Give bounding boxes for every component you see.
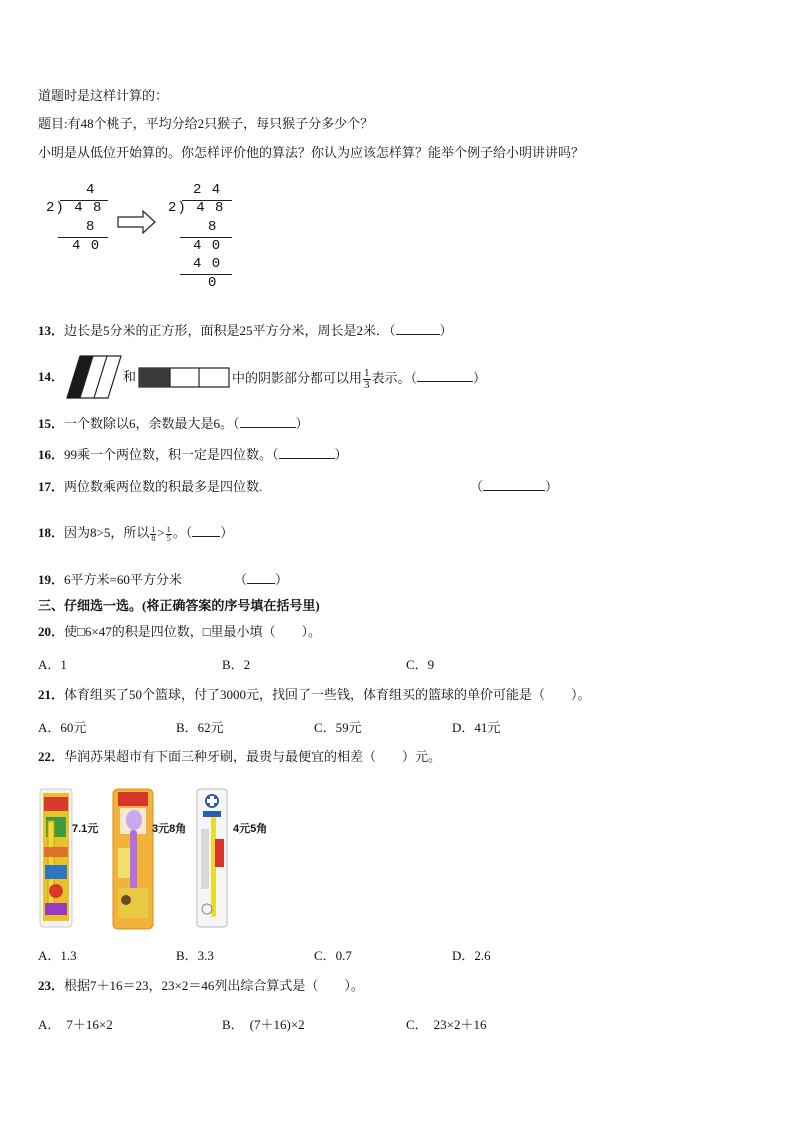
- answer-blank-17[interactable]: [483, 478, 545, 491]
- q23-option-b[interactable]: B． (7＋16)×2: [222, 1017, 305, 1032]
- division-right-step4: 0: [208, 275, 218, 291]
- fraction-one-fifth: $\frac{1}{5}$: [166, 524, 171, 543]
- division-right-step3: 4 0: [193, 256, 222, 272]
- division-right-rule-2: [180, 274, 232, 275]
- q20-option-a[interactable]: A．1: [38, 657, 67, 672]
- q22-option-d[interactable]: D．2.6: [452, 948, 491, 963]
- question-17-answer: （ ）: [470, 479, 559, 494]
- answer-blank-14[interactable]: [417, 369, 473, 382]
- division-right-step2: 4 0: [193, 238, 222, 254]
- intro-line-1: 道题时是这样计算的：: [38, 88, 169, 103]
- q20-option-b[interactable]: B．2: [222, 657, 251, 672]
- division-left-step1: 8: [86, 219, 96, 235]
- answer-blank-16[interactable]: [279, 446, 335, 459]
- q21-option-c[interactable]: C．59元: [314, 720, 362, 735]
- intro-line-3: 小明是从低位开始算的。你怎样评价他的算法？你认为应该怎样算？能举个例子给小明讲讲吗？: [38, 145, 585, 160]
- q22-option-c[interactable]: C．0.7: [314, 948, 352, 963]
- intro-line-2: 题目:有48个桃子，平均分给2只猴子，每只猴子分多少个？: [38, 116, 374, 131]
- shaded-parallelogram-figure: [66, 355, 122, 399]
- q21-option-b[interactable]: B．62元: [176, 720, 224, 735]
- question-14-number: 14．: [38, 369, 65, 384]
- division-right-quotient: 2 4: [193, 182, 222, 198]
- answer-blank-13[interactable]: [396, 322, 440, 335]
- shaded-rectangle-figure: [138, 367, 230, 388]
- question-18: 18．因为8>5，所以 $\frac{1}{8}$ > $\frac{1}{5}$ 。（ ）: [38, 524, 234, 543]
- arrow-right-icon: [117, 210, 157, 234]
- question-16: 16．99乘一个两位数，积一定是四位数。（ ）: [38, 447, 348, 462]
- question-22: 22．华润苏果超市有下面三种牙刷，最贵与最便宜的相差（ ）元。: [38, 749, 442, 764]
- answer-blank-19[interactable]: [247, 571, 275, 584]
- toothbrush-1-image: [38, 787, 74, 929]
- division-right-dividend: 2) 4 8: [168, 200, 225, 216]
- question-20: 20．使□6×47的积是四位数，□里最小填（ ）。: [38, 624, 322, 639]
- question-13: 13．边长是5分米的正方形，面积是25平方分米，周长是2米．（ ）: [38, 323, 453, 338]
- question-21: 21．体育组买了50个篮球，付了3000元，找回了一些钱，体育组买的篮球的单价可能是（ ）。: [38, 687, 591, 702]
- q21-option-a[interactable]: A．60元: [38, 720, 87, 735]
- q20-option-c[interactable]: C．9: [406, 657, 435, 672]
- question-17: 17．两位数乘两位数的积最多是四位数.: [38, 479, 263, 494]
- price-toothbrush-2: 3元8角: [152, 823, 187, 835]
- question-19: 19．6平方米=60平方分米: [38, 572, 182, 587]
- question-15: 15．一个数除以6，余数最大是6。（ ）: [38, 416, 309, 431]
- q21-option-d[interactable]: D．41元: [452, 720, 501, 735]
- price-toothbrush-3: 4元5角: [233, 823, 268, 835]
- fraction-one-third: $\frac{1}{3}$: [364, 367, 370, 391]
- q23-option-c[interactable]: C． 23×2＋16: [406, 1017, 487, 1032]
- question-19-answer: （ ）: [234, 572, 289, 587]
- section-3-heading: 三、仔细选一选。(将正确答案的序号填在括号里): [38, 598, 320, 613]
- answer-blank-15[interactable]: [240, 415, 296, 428]
- fraction-one-eighth: $\frac{1}{8}$: [151, 524, 156, 543]
- q23-option-a[interactable]: A． 7＋16×2: [38, 1017, 113, 1032]
- division-left-dividend: 2) 4 8: [46, 200, 103, 216]
- question-23: 23．根据7＋16＝23，23×2＝46列出综合算式是（ ）。: [38, 978, 364, 993]
- division-right-step1: 8: [208, 219, 218, 235]
- division-left-step2: 4 0: [72, 238, 101, 254]
- toothbrush-2-image: [112, 788, 154, 930]
- price-toothbrush-1: 7.1元: [72, 823, 99, 835]
- answer-blank-18[interactable]: [192, 524, 220, 537]
- question-14-and: 和: [123, 369, 137, 384]
- toothbrush-3-image: [195, 787, 229, 929]
- q22-option-a[interactable]: A．1.3: [38, 948, 77, 963]
- q22-option-b[interactable]: B．3.3: [176, 948, 214, 963]
- question-14-text: 中的阴影部分都可以用 $\frac{1}{3}$ 表示。（ ）: [232, 367, 487, 391]
- division-left-quotient: 4: [86, 182, 96, 198]
